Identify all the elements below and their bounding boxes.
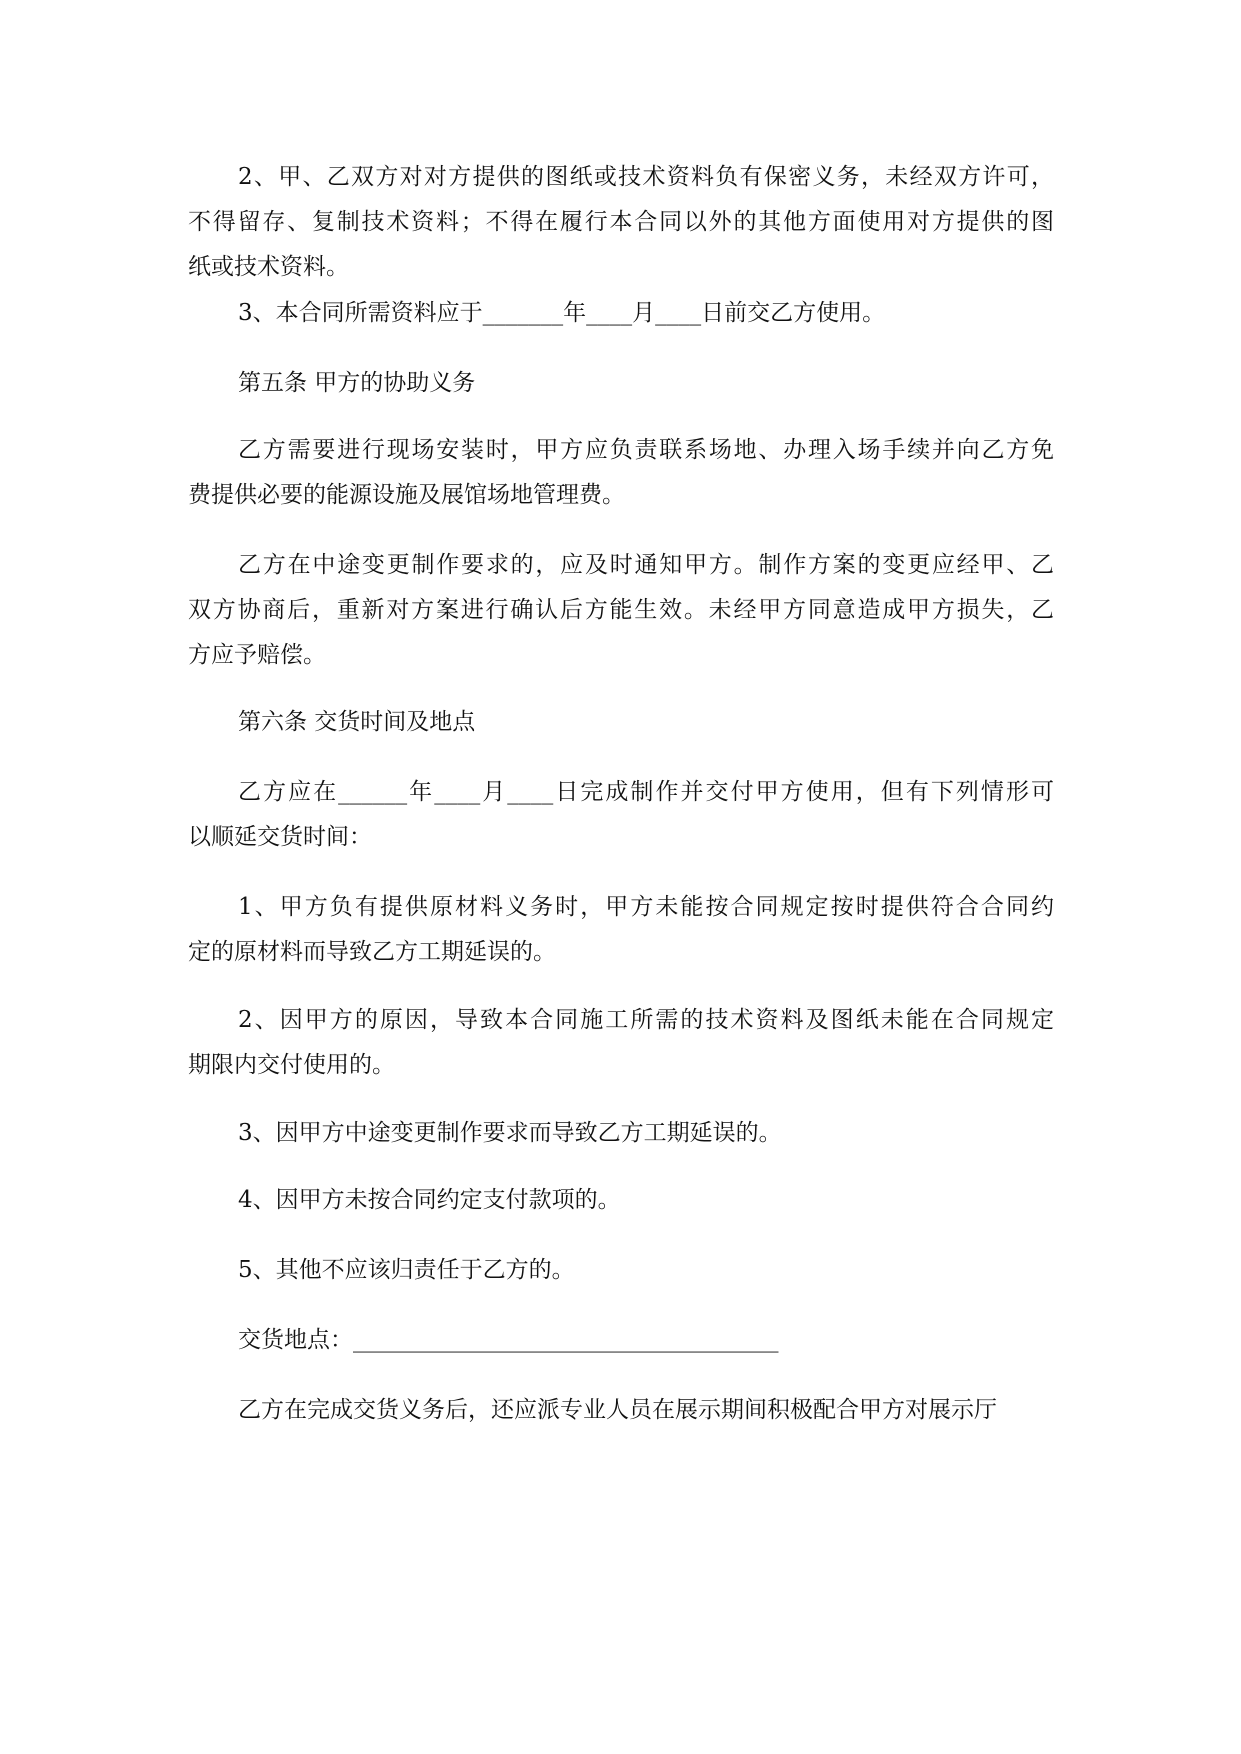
text-line: 乙方应在______年____月____日完成制作并交付甲方使用，但有下列情形可	[238, 779, 1054, 805]
text-line: 费提供必要的能源设施及展馆场地管理费。	[188, 482, 625, 508]
text-line: 纸或技术资料。	[188, 254, 349, 280]
clause-6-item-5	[188, 1248, 1054, 1293]
clause-6-para-2	[188, 1388, 1054, 1433]
text-line: 期限内交付使用的。	[188, 1052, 395, 1078]
text-line: 以顺延交货时间：	[188, 824, 372, 850]
clause-5-para-2	[188, 543, 1054, 678]
clause-4-item-3	[188, 291, 1054, 336]
text-line: 乙方需要进行现场安装时，甲方应负责联系场地、办理入场手续并向乙方免	[238, 437, 1054, 463]
delivery-location	[188, 1318, 1054, 1363]
text-line: 4、因甲方未按合同约定支付款项的。	[238, 1187, 621, 1213]
text-line: 3、因甲方中途变更制作要求而导致乙方工期延误的。	[238, 1120, 782, 1146]
clause-4-item-2	[188, 155, 1054, 290]
text-line: 交货地点：_____________________________________	[238, 1327, 779, 1353]
text-line: 2、因甲方的原因，导致本合同施工所需的技术资料及图纸未能在合同规定	[238, 1007, 1054, 1033]
text-line: 1、甲方负有提供原材料义务时，甲方未能按合同规定按时提供符合合同约	[238, 894, 1054, 920]
text-line: 定的原材料而导致乙方工期延误的。	[188, 939, 556, 965]
text-line: 3、本合同所需资料应于_______年____月____日前交乙方使用。	[238, 300, 886, 326]
clause-5-heading	[188, 361, 1054, 406]
text-line: 双方协商后，重新对方案进行确认后方能生效。未经甲方同意造成甲方损失，乙	[188, 597, 1054, 623]
clause-6-item-1	[188, 885, 1054, 975]
clause-6-para-1	[188, 770, 1054, 860]
text-line: 方应予赔偿。	[188, 642, 326, 668]
clause-6-item-2	[188, 998, 1054, 1088]
clause-6-item-3	[188, 1111, 1054, 1156]
text-line: 5、其他不应该归责任于乙方的。	[238, 1257, 575, 1283]
text-line: 2、甲、乙双方对对方提供的图纸或技术资料负有保密义务，未经双方许可，	[238, 164, 1054, 190]
clause-5-para-1	[188, 428, 1054, 518]
text-line: 不得留存、复制技术资料；不得在履行本合同以外的其他方面使用对方提供的图	[188, 209, 1054, 235]
text-line: 第五条 甲方的协助义务	[238, 370, 476, 396]
text-line: 乙方在中途变更制作要求的，应及时通知甲方。制作方案的变更应经甲、乙	[238, 552, 1054, 578]
clause-6-item-4	[188, 1178, 1054, 1223]
clause-6-heading	[188, 700, 1054, 745]
text-line: 第六条 交货时间及地点	[238, 709, 476, 735]
text-line: 乙方在完成交货义务后，还应派专业人员在展示期间积极配合甲方对展示厅	[238, 1397, 997, 1423]
